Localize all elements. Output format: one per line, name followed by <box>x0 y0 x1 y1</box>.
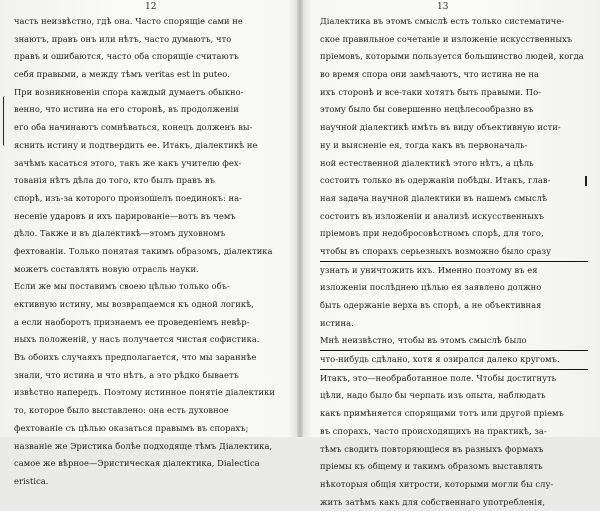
text-line: фехтованіе съ цѣлью оказаться правымъ въ спорахъ; <box>14 422 249 433</box>
text-line: въ спорахъ, часто происходящихъ на практикѣ, за- <box>320 425 547 436</box>
text-line: Діалектика въ этомъ смыслѣ есть только систематиче- <box>320 16 565 26</box>
text-line: пріемовъ при недобросовѣстномъ спорѣ, для того, <box>320 228 544 239</box>
right-page <box>300 0 600 507</box>
left-page-text <box>14 13 284 491</box>
underlined-text-line: Мнѣ неизвѣстно, чтобы въ этомъ смыслѣ было <box>320 332 588 351</box>
text-line: дѣло. Также и въ діалектикѣ—этомъ духовномъ <box>14 228 226 239</box>
text-line: тѣмъ сводить повторяющіеся въ разныхъ формахъ <box>320 443 544 454</box>
text-line: самое же вѣрное—Эристическая діалектика, Dialectica <box>14 458 260 469</box>
text-line: фехтованіи. Только понятая такимъ образомъ, діалектика <box>14 245 273 256</box>
text-line: тованія нѣтъ дѣла до того, кто былъ правъ въ <box>14 175 215 186</box>
right-page-number: 13 <box>437 2 449 12</box>
text-line: цѣли, надо было бы черпать изъ опыта, наблюдать <box>320 390 546 401</box>
margin-pencil-mark <box>3 96 7 146</box>
text-line: ское правильное сочетаніе и изложеніе искусственныхъ <box>320 33 573 44</box>
text-line: то, которое было выставлено: она есть духовное <box>14 405 229 416</box>
text-line: При возникновеніи спора каждый думаетъ обыкно- <box>14 86 244 97</box>
text-line: его оба начинаютъ сомнѣваться, конецъ долженъ вы- <box>14 122 253 133</box>
text-line: ная задача научной діалектики въ нашемъ смыслѣ <box>320 192 548 203</box>
text-line: ективную истину, мы возвращаемся къ одной логикѣ, <box>14 299 254 309</box>
text-line: знаютъ, правъ онъ или нѣтъ, часто думаютъ, что <box>14 33 232 44</box>
left-page-number: 12 <box>145 2 157 12</box>
text-line: несеніе ударовъ и ихъ парированіе—вотъ въ чемъ <box>14 210 236 221</box>
text-line: зачѣмъ касаться этого, такъ же какъ учителю фех- <box>14 157 242 168</box>
text-line: какъ примѣняется спорящими тотъ или другой пріемъ <box>320 408 564 419</box>
text-line: часть неизвѣстно, гдѣ она. Часто спорящіе сами не <box>14 16 243 26</box>
text-line: во время спора они замѣчаютъ, что истина не на <box>320 69 539 80</box>
underlined-text-line: чтобы въ спорахъ серьезныхъ возможно было сразу <box>320 243 588 262</box>
text-line: нѣкоторыя общія хитрости, которыми могли бы слу- <box>320 478 554 489</box>
text-line: истина. <box>320 317 354 328</box>
text-line: можетъ составлять новую отрасль науки. <box>14 263 199 274</box>
text-line: Если же мы поставимъ своею цѣлью только объ- <box>14 281 230 292</box>
text-line: яснить истину и подтвердить ее. Итакъ, діалектикѣ не <box>14 139 258 150</box>
text-line: ныхъ положеній, у насъ получается чистая софистика. <box>14 334 260 345</box>
text-line: состоитъ въ изложеніи и анализѣ искусственныхъ <box>320 210 544 221</box>
text-line: состоитъ только въ одержаніи побѣды. Итакъ, глав- <box>320 175 551 186</box>
right-page-text <box>320 13 588 511</box>
text-line: жить затѣмъ какъ для собственнаго употребленія, <box>320 496 546 507</box>
text-line: правъ и ошибаются, часто оба спорящіе считаютъ <box>14 51 239 62</box>
text-line: извѣстно напередъ. Поэтому истинное понятіе діалектики <box>14 387 275 398</box>
text-line: узнать и уничтожить ихъ. Именно поэтому въ ея <box>320 264 538 275</box>
text-line: Итакъ, это—необработанное поле. Чтобы достигнуть <box>320 372 557 383</box>
text-line: пріемы къ общему и такимъ образомъ выставлять <box>320 461 543 472</box>
text-line: быть одержаніе верха въ спорѣ, а не объективная <box>320 300 542 310</box>
text-line: а если наоборотъ признаемъ ее проведеніемъ невѣр- <box>14 316 250 327</box>
text-line: спорѣ, изъ-за которого произошелъ поединокъ: на- <box>14 192 242 203</box>
text-line: знали, что истина и что нѣтъ, а это рѣдко бываетъ <box>14 369 239 380</box>
text-line: научной діалектикѣ имѣть въ виду объективную исти- <box>320 122 561 133</box>
text-line: eristica. <box>14 475 49 486</box>
text-line: Въ обоихъ случаяхъ предполагается, что мы зараннѣе <box>14 352 257 363</box>
left-page <box>0 0 300 486</box>
text-line: ну и выясненіе ея, тогда какъ въ первоначаль- <box>320 139 528 150</box>
text-line: ной естественной діалектикѣ этого нѣтъ, а цѣль <box>320 157 534 168</box>
text-line: себя правыми, а между тѣмъ veritas est in puteo. <box>14 69 230 80</box>
text-line: ихъ сторонѣ и все-таки хотятъ быть правыми. По- <box>320 86 541 97</box>
text-line: этому было бы совершенно нецѣлесообразно въ <box>320 104 534 115</box>
text-line: пріемовъ, которыми пользуется большинство людей, когда <box>320 51 584 62</box>
text-line: изложеніи послѣднею цѣлью ея заявлено должно <box>320 282 542 293</box>
text-line: венно, что истина на его сторонѣ, въ продолженіи <box>14 104 239 115</box>
underlined-text-line: что-нибудь сдѣлано, хотя я озирался далеко кругомъ. <box>320 351 588 370</box>
text-line: названіе же Эристика болѣе подходяще тѣмъ Діалектика, <box>14 440 273 451</box>
